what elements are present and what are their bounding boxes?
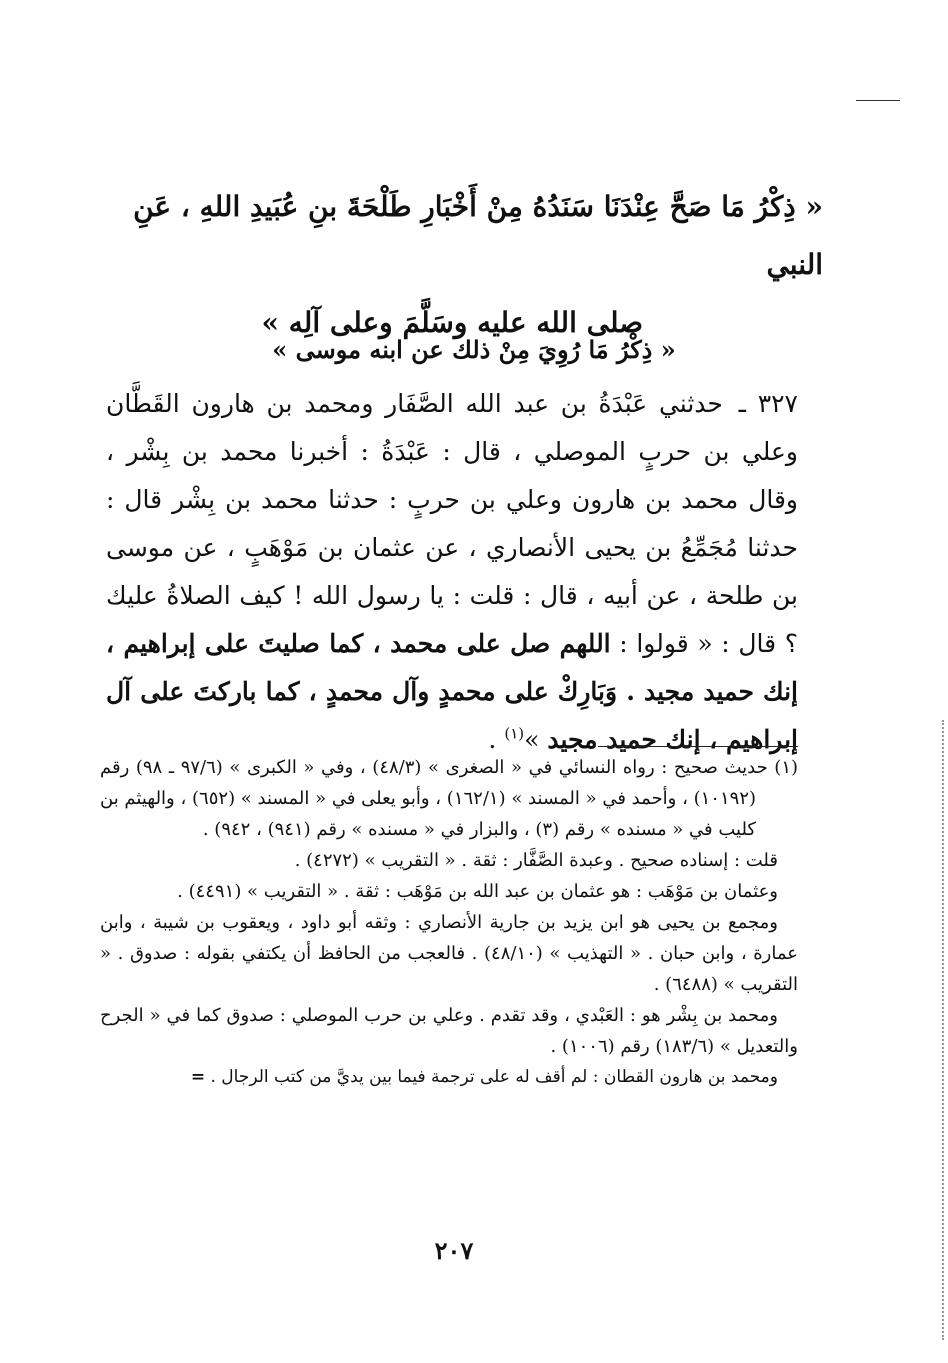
hadith-number: ٣٢٧ ـ (738, 389, 798, 418)
footnote-paragraph-5: ومحمد بن بِشْر هو : العَبْدي ، وقد تقدم . وعلي بن حرب الموصلي : صدوق كما في « الجرح والتعديل » (١٨٣/٦) رقم (١٠٠٦) . (100, 1005, 798, 1057)
footnote-paragraph-4: ومجمع بن يحيى هو ابن يزيد بن جارية الأنصاري : وثقه أبو داود ، ويعقوب بن شيبة ، وابن عمارة ، وابن حبان . « التهذيب » (٤٨/١٠) . فالعجب من الحافظ أن يكتفي بقوله : صدوق . « التقريب » (٦٤٨٨) . (100, 912, 798, 995)
corner-rule (856, 100, 900, 101)
hadith-end-mark: . (488, 725, 505, 754)
footnote-1: (١) حديث صحيح : رواه النسائي في « الصغرى » (٤٨/٣) ، وفي « الكبرى » (٩٧/٦ ـ ٩٨) رقم (١٠١٩٢) ، وأحمد في « المسند » (١٦٢/١) ، وأبو يعلى في « المسند » (٦٥٢) ، والهيثم بن كليب في « مسنده » رقم (٣) ، والبزار في « مسنده » رقم (٩٤١) ، ٩٤٢) . (100, 757, 799, 840)
footnote-separator (598, 746, 798, 747)
footnote-paragraph-6 (100, 1062, 798, 1093)
continuation-mark: = (190, 1067, 206, 1087)
footnote-paragraph-6-text: ومحمد بن هارون القطان : لم أقف له على ترجمة فيما بين يديَّ من كتب الرجال . (210, 1067, 778, 1087)
section-heading: « ذِكْرُ مَا رُوِيَ مِنْ ذلك عن ابنه موسى » (272, 335, 676, 364)
chapter-heading-line-1: « ذِكْرُ مَا صَحَّ عِنْدَنَا سَنَدُهُ مِنْ أَخْبَارِ طَلْحَةَ بنِ عُبَيدِ اللهِ ، عَنِ النبي (133, 190, 823, 281)
hadith-isnad: حدثني عَبْدَةُ بن عبد الله الصَّفَار ومحمد بن هارون القَطَّان وعلي بن حربٍ الموصلي ، قال : عَبْدَةُ : أخبرنا محمد بن بِشْر ، وقال محمد بن هارون وعلي بن حربٍ : حدثنا محمد بن بِشْر قال : حدثنا مُجَمِّعُ بن يحيى الأنصاري ، عن عثمان بن مَوْهَبٍ ، عن موسى بن طلحة ، عن أبيه ، قال : قلت : يا رسول الله ! كيف الصلاةُ عليك ؟ قال : « قولوا : (106, 389, 798, 658)
hadith-close-quote: » (524, 725, 540, 754)
footnote-paragraph-2: قلت : إسناده صحيح . وعبدة الصَّفَّار : ثقة . « التقريب » (٤٢٧٢) . (294, 850, 778, 871)
chapter-heading (80, 178, 823, 352)
hadith-text (106, 380, 798, 764)
hadith-matn: اللهم صل على محمد ، كما صليتَ على إبراهيم ، إنك حميد مجيد . وَبَارِكْ على محمدٍ وآل محمدٍ ، كما باركتَ على آل إبراهيم ، إنك حميد مجيد (106, 629, 798, 754)
footnote-paragraph-3: وعثمان بن مَوْهَب : هو عثمان بن عبد الله بن مَوْهَب : ثقة . « التقريب » (٤٤٩١) . (177, 881, 778, 902)
chapter-heading-line-2: صلى الله عليه وسَلَّمَ وعلى آلِه » (261, 306, 643, 339)
footnote-reference: (١) (504, 724, 525, 743)
footnotes (100, 752, 798, 1093)
page-number: ٢٠٧ (434, 1236, 474, 1265)
